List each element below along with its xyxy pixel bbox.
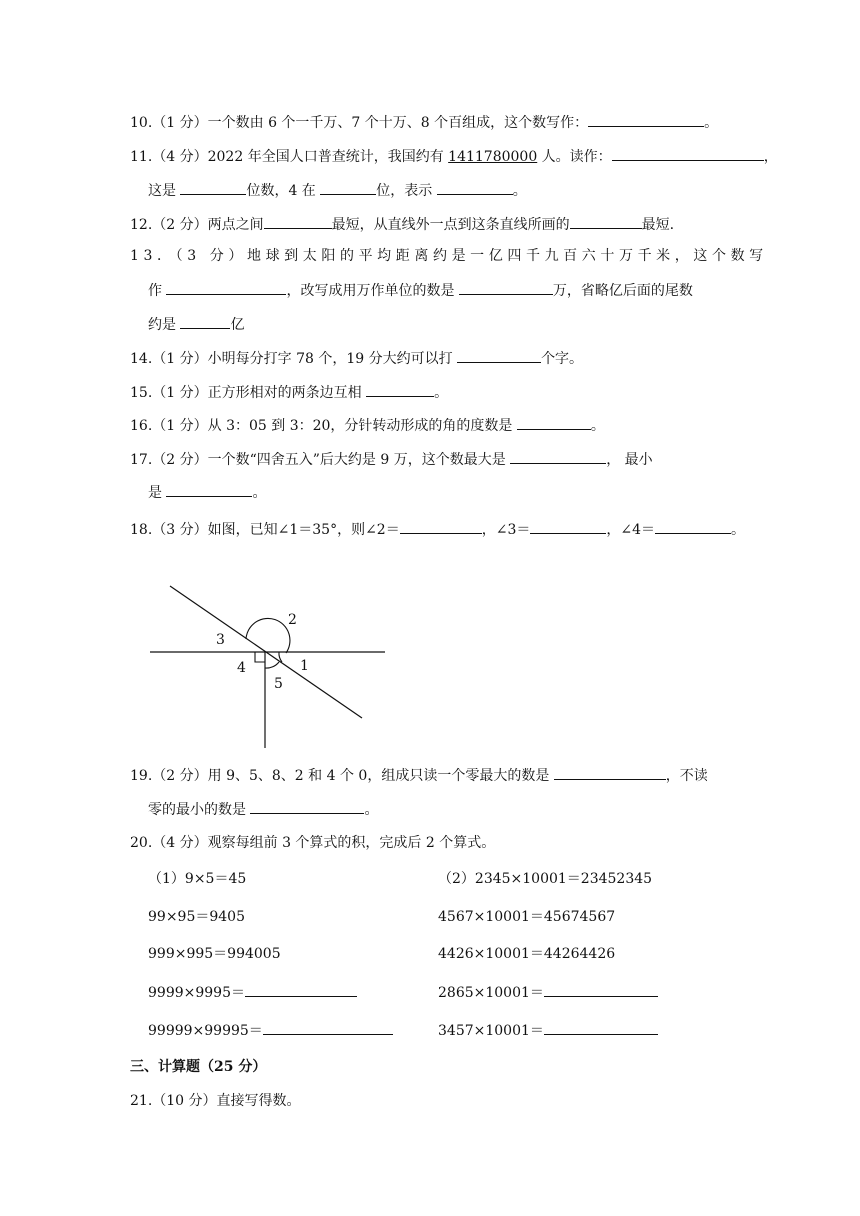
question-11: 11.（4 分）2022 年全国人口普查统计，我国约有 1411780000 人。读作： ，	[130, 146, 778, 167]
answer-blank[interactable]	[544, 1020, 658, 1035]
question-13-line-3: 约是 亿	[148, 314, 244, 335]
eq-right-5: 3457×10001＝	[438, 1020, 658, 1041]
answer-blank[interactable]	[554, 765, 666, 780]
question-17-line-2: 是 。	[148, 482, 266, 503]
answer-blank[interactable]	[612, 146, 764, 161]
answer-blank[interactable]	[180, 314, 230, 329]
arc-angle-2	[246, 618, 290, 653]
question-10: 10.（1 分）一个数由 6 个一千万、7 个十万、8 个百组成，这个数写作： 。	[130, 112, 718, 133]
question-15: 15.（1 分）正方形相对的两条边互相 。	[130, 382, 448, 403]
answer-blank[interactable]	[250, 799, 364, 814]
section-heading: 三、计算题（25 分）	[130, 1059, 267, 1075]
arc-angle-5	[265, 662, 279, 668]
question-20: 20.（4 分）观察每组前 3 个算式的积，完成后 2 个算式。	[130, 835, 496, 851]
right-angle-mark	[255, 652, 265, 662]
answer-blank[interactable]	[180, 180, 246, 195]
question-17: 17.（2 分）一个数“四舍五入”后大约是 9 万，这个数最大是 ， 最小	[130, 449, 653, 470]
answer-blank[interactable]	[437, 180, 513, 195]
answer-blank[interactable]	[588, 112, 704, 127]
answer-blank[interactable]	[655, 519, 731, 534]
angle-figure	[140, 576, 400, 756]
question-11-line-2: 这是 位数，4 在 位，表示 。	[148, 180, 527, 201]
question-14: 14.（1 分）小明每分打字 78 个，19 分大约可以打 个字。	[130, 348, 583, 369]
label-3: 3	[216, 632, 225, 648]
answer-blank[interactable]	[263, 1020, 393, 1035]
answer-blank[interactable]	[530, 519, 606, 534]
answer-blank[interactable]	[570, 214, 642, 229]
population-number: 1411780000	[448, 149, 538, 165]
answer-blank[interactable]	[264, 214, 332, 229]
answer-blank[interactable]	[457, 348, 541, 363]
question-16: 16.（1 分）从 3：05 到 3：20，分针转动形成的角的度数是 。	[130, 415, 605, 436]
label-2: 2	[288, 612, 297, 628]
eq-left-4: 9999×9995＝	[148, 982, 357, 1003]
eq-left-5: 99999×99995＝	[148, 1020, 393, 1041]
answer-blank[interactable]	[366, 382, 434, 397]
question-21: 21.（10 分）直接写得数。	[130, 1093, 301, 1109]
eq-left-2: 99×95＝9405	[148, 909, 245, 925]
eq-right-2: 4567×10001＝45674567	[438, 909, 616, 925]
question-12: 12.（2 分）两点之间 最短，从直线外一点到这条直线所画的 最短.	[130, 214, 674, 235]
answer-blank[interactable]	[459, 280, 553, 295]
label-1: 1	[300, 658, 309, 674]
answer-blank[interactable]	[166, 482, 252, 497]
eq-left-1: （1）9×5＝45	[148, 871, 247, 887]
question-13-line-2: 作 ，改写成用万作单位的数是 万，省略亿后面的尾数	[148, 280, 693, 301]
label-5: 5	[274, 676, 283, 692]
answer-blank[interactable]	[320, 180, 376, 195]
eq-right-3: 4426×10001＝44264426	[438, 946, 616, 962]
question-19: 19.（2 分）用 9、5、8、2 和 4 个 0，组成只读一个零最大的数是 ，不读	[130, 765, 708, 786]
answer-blank[interactable]	[400, 519, 482, 534]
eq-right-1: （2）2345×10001＝23452345	[438, 871, 653, 887]
eq-right-4: 2865×10001＝	[438, 982, 658, 1003]
eq-left-3: 999×995＝994005	[148, 946, 281, 962]
answer-blank[interactable]	[517, 415, 591, 430]
question-18: 18.（3 分）如图，已知∠1＝35°，则∠2＝ ，∠3＝ ，∠4＝ 。	[130, 519, 745, 540]
question-19-line-2: 零的最小的数是 。	[148, 799, 378, 820]
label-4: 4	[237, 660, 246, 676]
answer-blank[interactable]	[510, 449, 606, 464]
answer-blank[interactable]	[544, 982, 658, 997]
question-13: 13．（3 分）地球到太阳的平均距离约是一亿四千九百六十万千米，这个数写	[130, 248, 768, 264]
answer-blank[interactable]	[245, 982, 357, 997]
answer-blank[interactable]	[166, 280, 286, 295]
